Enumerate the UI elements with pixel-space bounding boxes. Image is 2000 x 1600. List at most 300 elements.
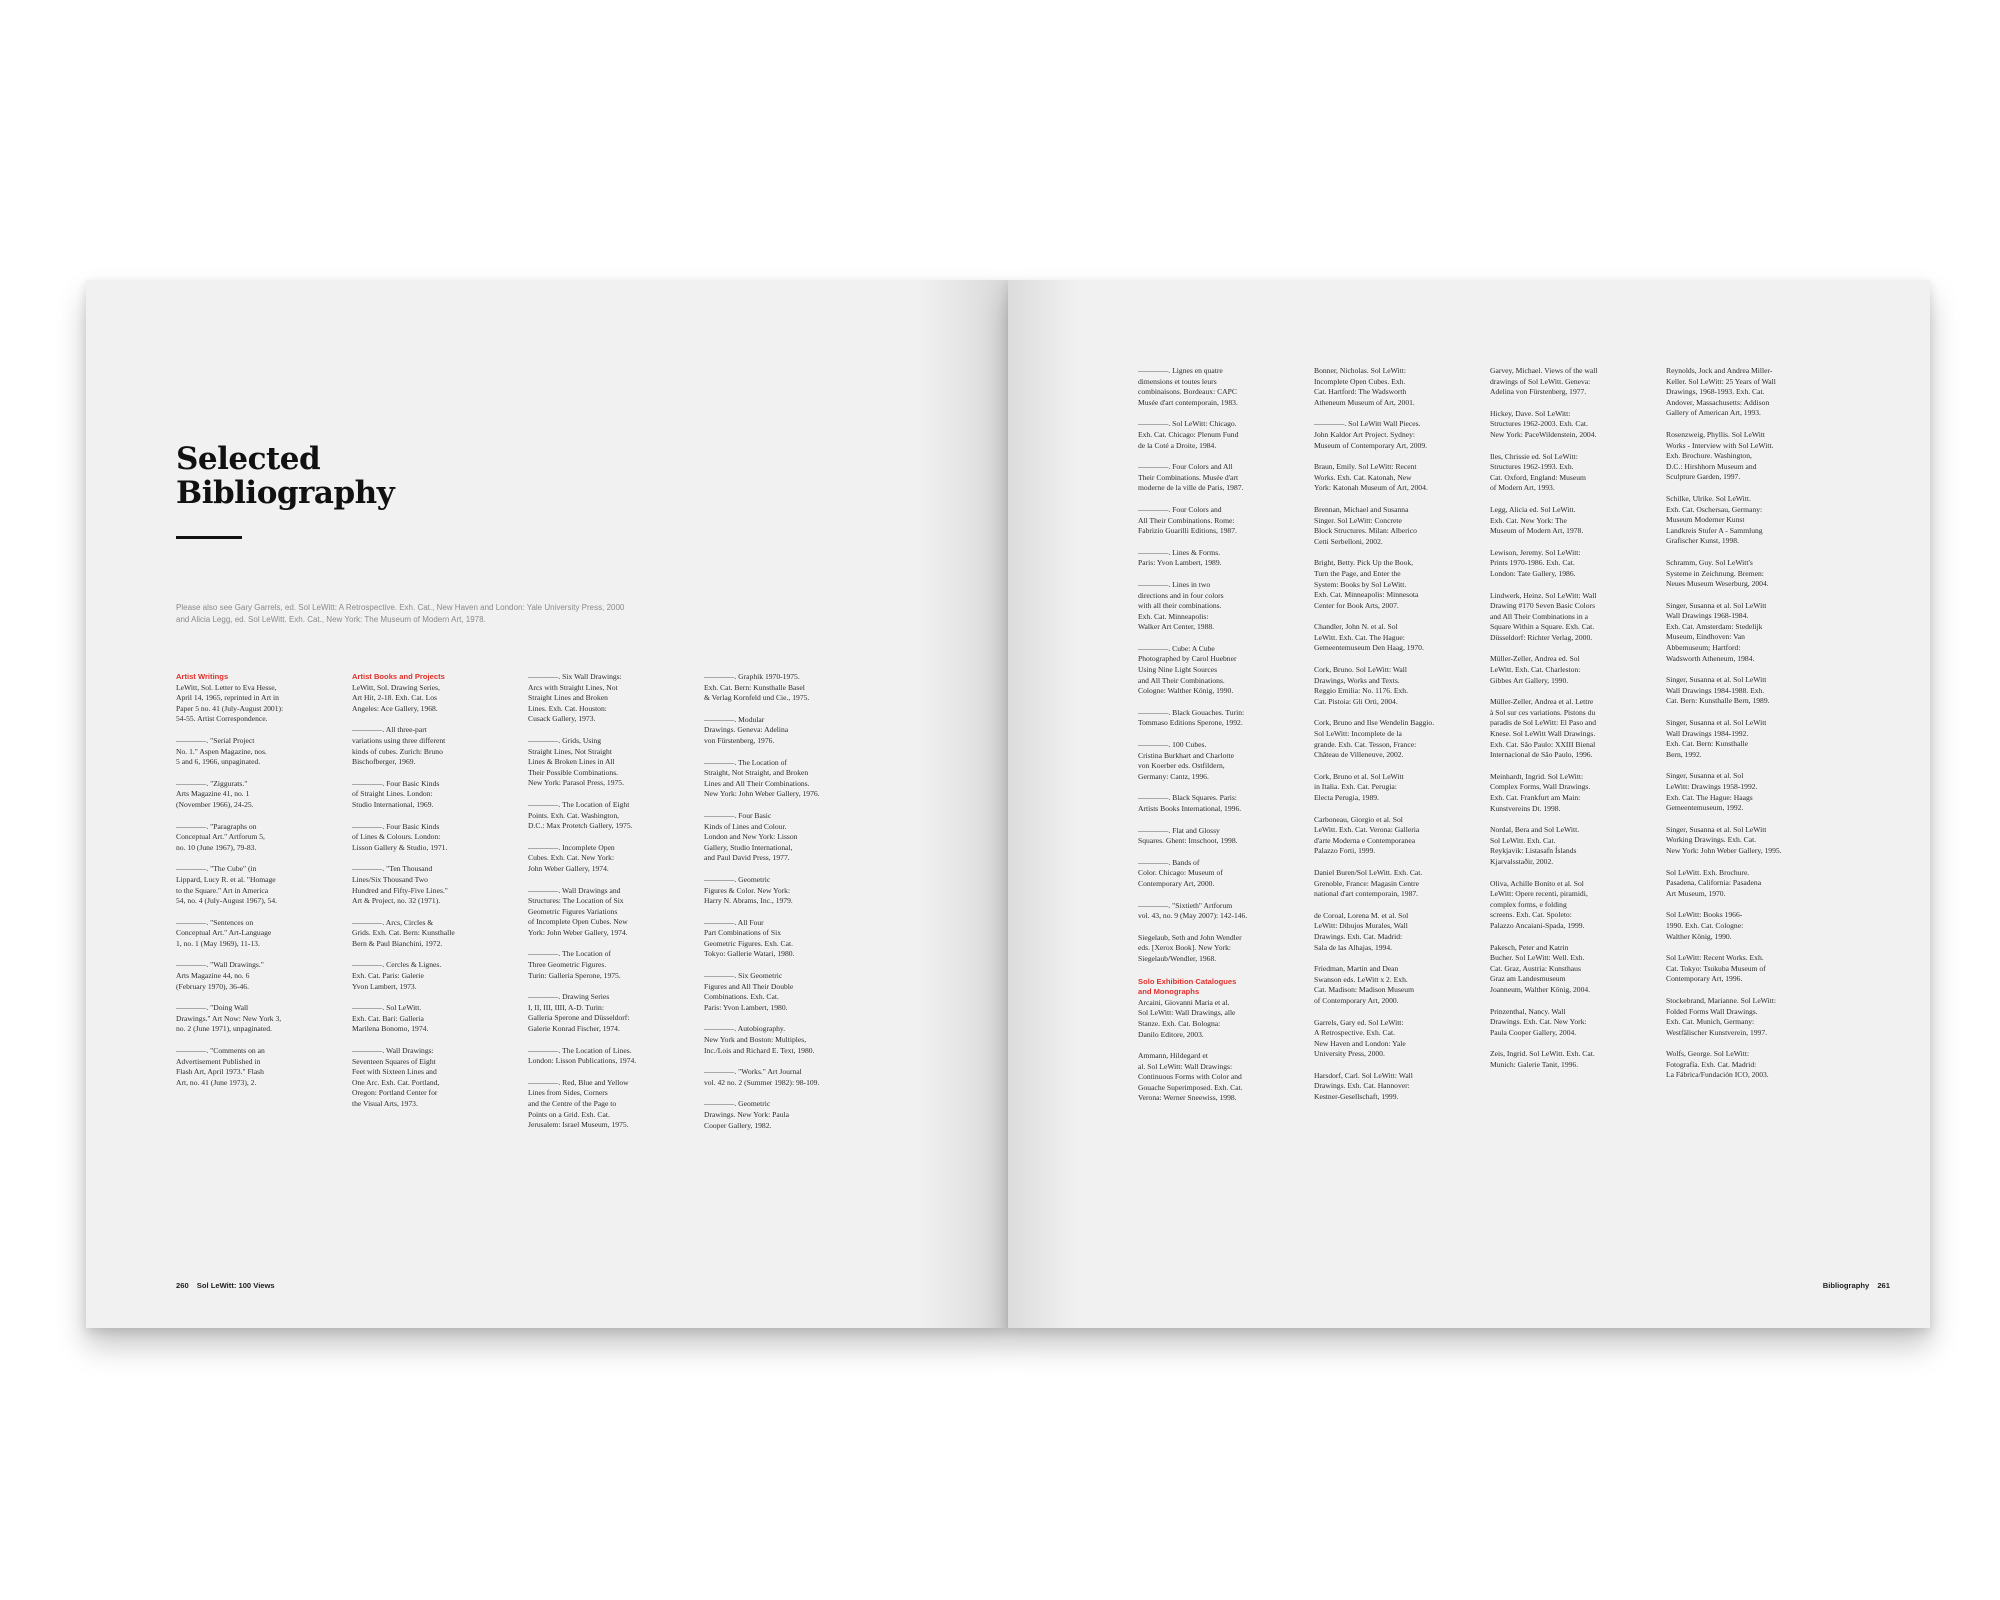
bibliography-entry [1314,868,1482,900]
entry-line: D.C.: Hirshhorn Museum and [1666,461,1757,471]
entry-line: John Kaldor Art Project. Sydney: [1314,429,1416,439]
bibliography-entry [1490,772,1658,814]
bibliography-entry [1314,505,1482,547]
bibliography-entry [1314,558,1482,611]
entry-line: Lisson Gallery & Studio, 1971. [352,842,448,852]
entry-line: Schilke, Ulrike. Sol LeWitt. [1666,493,1751,503]
entry-line: Danilo Editore, 2003. [1138,1029,1204,1039]
entry-line: ————. Bands of [1138,857,1200,867]
entry-line: Meinhardt, Ingrid. Sol LeWitt: [1490,771,1584,781]
entry-line: La Fábrica/Fundación ICO, 2003. [1666,1070,1769,1080]
entry-line: Museum of Contemporary Art, 2009. [1314,440,1428,450]
entry-line: Reykjavik: Listasafn Íslands [1490,846,1577,856]
entry-line: Singer, Susanna et al. Sol LeWitt [1666,675,1767,685]
entry-line: New York: John Weber Gallery, 1976. [704,789,820,799]
entry-line: Art, no. 41 (June 1973), 2. [176,1077,257,1087]
entry-line: ————. "Ziggurats." [176,778,248,788]
bibliography-entry [1490,505,1658,537]
bibliography-entry [352,1003,520,1035]
entry-line: von Fürstenberg, 1976. [704,735,775,745]
gutter-shadow [1008,280,1078,1328]
bibliography-entry [1666,430,1834,483]
entry-line: ————. "Doing Wall [176,1003,249,1013]
entry-line: Exh. Cat. Bern: Kunsthalle [1666,739,1749,749]
entry-line: and Paul David Press, 1977. [704,853,790,863]
entry-line: Geometric Figures. Exh. Cat. [704,938,793,948]
section-title [1138,977,1306,998]
entry-line: ————. Autobiography. [704,1024,786,1034]
section-title-line: Solo Exhibition Catalogues [1138,976,1237,986]
entry-line: Lippard, Lucy R. et al. "Homage [176,874,276,884]
entry-line: Harry N. Abrams, Inc., 1979. [704,896,793,906]
bibliography-column [1490,366,1658,1081]
entry-line: Château de Villeneuve, 2002. [1314,750,1404,760]
entry-line: ————. Drawing Series [528,992,610,1002]
entry-line: Gallery, Studio International, [704,842,793,852]
entry-line: Lindwerk, Heinz. Sol LeWitt: Wall [1490,590,1597,600]
page-number: 260 [176,1281,189,1290]
bibliography-entry [1490,654,1658,686]
entry-line: Gallery of American Art, 1993. [1666,408,1761,418]
entry-line: Siegelaub, Seth and John Wendler [1138,932,1242,942]
entry-line: Palazzo Ancaiani-Spada, 1999. [1490,920,1585,930]
entry-line: New York and Boston: Multiples, [704,1035,807,1045]
bibliography-entry [704,715,872,747]
entry-line: LeWitt: Opere recenti, piramidi, [1490,889,1588,899]
entry-line: Continuous Forms with Color and [1138,1072,1242,1082]
entry-line: Feet with Sixteen Lines and [352,1067,437,1077]
entry-line: Internacional de São Paulo, 1996. [1490,750,1593,760]
entry-line: Contemporary Art, 1996. [1666,974,1743,984]
entry-line: Exh. Cat. São Paulo: XXIII Bienal [1490,739,1596,749]
bibliography-entry [1138,462,1306,494]
entry-line: Abbemuseum; Hartford: [1666,643,1741,653]
bibliography-column [176,672,344,1099]
entry-line: Nordal, Bera and Sol LeWitt. [1490,825,1580,835]
entry-line: ————. Four Colors and [1138,504,1222,514]
entry-line: Wolfs, George. Sol LeWitt: [1666,1049,1750,1059]
entry-line: Walther König, 1990. [1666,931,1732,941]
bibliography-entry [528,1078,696,1131]
entry-line: Bonner, Nicholas. Sol LeWitt: [1314,366,1406,375]
bibliography-entry [1490,591,1658,644]
entry-line: Squares. Ghent: Imschoot, 1998. [1138,836,1238,846]
entry-line: Drawings. Exh. Cat. Madrid: [1314,931,1403,941]
bibliography-entry [1490,825,1658,867]
entry-line: Garrels, Gary ed. Sol LeWitt: [1314,1017,1404,1027]
entry-line: University Press, 2000. [1314,1049,1385,1059]
entry-line: 54, no. 4 (July-August 1967), 54. [176,896,278,906]
entry-line: Turin: Galleria Sperone, 1975. [528,970,621,980]
entry-line: ————. "Ten Thousand [352,864,433,874]
bibliography-entry [1666,1049,1834,1081]
entry-line: no. 2 (June 1971), unpaginated. [176,1024,272,1034]
bibliography-entry [176,918,344,950]
entry-line: Marilena Bonomo, 1974. [352,1024,429,1034]
entry-line: Working Drawings. Exh. Cat. [1666,835,1757,845]
bibliography-entry [1666,910,1834,942]
entry-line: Carboneau, Giorgio et al. Sol [1314,814,1403,824]
entry-line: Exh. Cat. Frankfurt am Main: [1490,793,1581,802]
entry-line: 54-55. Artist Correspondence. [176,714,268,724]
entry-line: Cooper Gallery, 1982. [704,1120,772,1130]
entry-line: vol. 42 no. 2 (Summer 1982): 98-109. [704,1077,820,1087]
entry-line: Sol LeWitt: Books 1966- [1666,910,1743,920]
entry-line: Bucher. Sol LeWitt: Well. Exh. [1490,953,1585,963]
entry-line: Drawings. New York: Paula [704,1110,790,1119]
bibliography-entry [704,1099,872,1131]
entry-line: Kunstvereins Dt. 1998. [1490,803,1561,813]
entry-line: Structures: The Location of Six [528,896,624,906]
entry-line: ————. "Sixtieth" Artforum [1138,900,1233,910]
entry-line: One Arc. Exh. Cat. Portland, [352,1077,440,1087]
bibliography-entry [1138,933,1306,965]
entry-line: & Verlag Kornfeld und Cie., 1975. [704,693,810,703]
entry-line: Museum, Eindhoven: Van [1666,632,1745,642]
entry-line: the Visual Arts, 1973. [352,1099,418,1108]
entry-line: Oregon: Portland Center for [352,1088,438,1098]
entry-line: Landkreis Stufer A - Sammlung [1666,525,1763,535]
entry-line: ————. The Location of [704,757,787,767]
bibliography-entry [1666,675,1834,707]
entry-line: Lines/Six Thousand Two [352,874,428,884]
gutter-shadow [918,280,1008,1328]
entry-line: Cusack Gallery, 1973. [528,714,596,724]
entry-line: New York: John Weber Gallery, 1995. [1666,845,1782,855]
bibliography-column [528,672,696,1142]
entry-line: national d'art contemporain, 1987. [1314,889,1419,899]
entry-line: April 14, 1965, reprinted in Art in [176,693,279,703]
entry-line: Museum Moderner Kunst [1666,515,1745,525]
entry-line: Exh. Cat. Minneapolis: Minnesota [1314,590,1419,600]
entry-line: screens. Exh. Cat. Spoleto: [1490,910,1572,920]
bibliography-entry [1314,665,1482,707]
entry-line: ————. Four Colors and All [1138,462,1233,472]
entry-line: ————. 100 Cubes. [1138,740,1207,750]
bibliography-entry [528,1046,696,1067]
entry-line: Photographed by Carol Huebner [1138,654,1237,664]
entry-line: Keller. Sol LeWitt: 25 Years of Wall [1666,376,1776,386]
entry-line: ————. Black Squares. Paris: [1138,793,1237,803]
entry-line: Grafischer Kunst, 1998. [1666,536,1739,546]
entry-line: Sol LeWitt: Incomplete de la [1314,729,1402,739]
entry-line: Verona: Werner Sneewiss, 1998. [1138,1093,1237,1103]
entry-line: Kinds of Lines and Colour. [704,821,787,831]
entry-line: Lines and All Their Combinations. [704,778,810,788]
bibliography-entry [1490,697,1658,761]
bibliography-entry [1666,953,1834,985]
entry-line: Block Structures. Milan: Alberico [1314,526,1417,536]
entry-line: Gouache Superimposed. Exh. Cat. [1138,1082,1243,1092]
entry-line: Cat. Oxford, England: Museum [1490,472,1586,482]
entry-line: LeWitt, Sol. Letter to Eva Hesse, [176,682,277,692]
bibliography-entry [1666,771,1834,813]
entry-line: ————. "Works." Art Journal [704,1067,802,1077]
entry-line: New York: Parasol Press, 1975. [528,778,624,788]
entry-line: ————. Incomplete Open [528,842,615,852]
entry-line: (November 1966), 24-25. [176,799,254,809]
entry-line: Exh. Cat. Paris: Galerie [352,971,424,981]
entry-line: Drawings. Geneva: Adelina [704,725,789,735]
entry-line: York: Katonah Museum of Art, 2004. [1314,483,1428,493]
entry-line: Drawings." Art Now: New York 3, [176,1013,282,1023]
bibliography-entry [1314,1018,1482,1060]
page-footer [176,1281,281,1290]
entry-line: Cetti Serbelloni, 2002. [1314,536,1383,546]
entry-line: to the Square." Art in America [176,885,269,895]
bibliography-entry [1666,558,1834,590]
entry-line: Works. Exh. Cat. Katonah, New [1314,472,1412,482]
bibliography-entry [1314,772,1482,804]
bibliography-entry [528,992,696,1034]
entry-line: Prints 1970-1986. Exh. Cat. [1490,558,1575,568]
entry-line: Müller-Zeller, Andrea ed. Sol [1490,654,1580,664]
entry-line: Sol LeWitt. Exh. Brochure. [1666,867,1750,877]
bibliography-entry [1138,366,1306,408]
entry-line: Sol LeWitt. Exh. Cat. [1490,835,1556,845]
entry-line: Reggio Emilia: No. 1176. Exh. [1314,686,1408,696]
entry-line: Adelina von Fürstenberg, 1977. [1490,387,1587,397]
entry-line: Fotografía. Exh. Cat. Madrid: [1666,1059,1757,1069]
entry-line: ————. Red, Blue and Yellow [528,1077,629,1087]
bibliography-column [1314,366,1482,1114]
entry-line: ————. "Paragraphs on [176,821,257,831]
bibliography-column [704,672,872,1142]
entry-line: of Incomplete Open Cubes. New [528,917,628,927]
entry-line: (February 1970), 36-46. [176,981,249,991]
entry-line: ————. "Sentences on [176,917,254,927]
entry-line: Chandler, John N. et al. Sol [1314,622,1398,632]
bibliography-entry [704,672,872,704]
page-footer [1823,1281,1896,1290]
bibliography-entry [528,800,696,832]
entry-line: Grids. Exh. Cat. Bern: Kunsthalle [352,928,455,938]
bibliography-entry [704,1024,872,1056]
entry-line: Gemeentemuseum Den Haag, 1970. [1314,643,1424,653]
entry-line: Fabrizio Guarilli Editions, 1987. [1138,526,1237,536]
entry-line: Flash Art, April 1973." Flash [176,1067,264,1077]
entry-line: Bischofberger, 1969. [352,757,416,767]
entry-line: ————. Geometric [704,1099,771,1109]
entry-line: Paris: Yvon Lambert, 1980. [704,1002,788,1012]
running-title: Bibliography [1822,1281,1870,1290]
entry-line: Friedman, Martin and Dean [1314,964,1399,974]
bibliography-entry [1490,943,1658,996]
entry-line: London and New York: Lisson [704,832,798,842]
entry-line: Wall Drawings 1968-1984. [1666,611,1749,621]
entry-line: Part Combinations of Six [704,928,781,938]
entry-line: Hickey, Dave. Sol LeWitt: [1490,408,1571,418]
entry-line: combinaisons. Bordeaux: CAPC [1138,387,1237,397]
entry-line: Sol LeWitt: Recent Works. Exh. [1666,953,1764,963]
entry-line: of Lines & Colours. London: [352,832,441,842]
entry-line: Works - Interview with Sol LeWitt. [1666,440,1774,450]
entry-line: Grenoble, France: Magasin Centre [1314,878,1420,888]
entry-line: London: Tate Gallery, 1986. [1490,568,1576,578]
entry-line: Munich: Galerie Tanit, 1996. [1490,1059,1579,1069]
entry-line: ————. "Comments on an [176,1046,265,1056]
bibliography-entry [704,758,872,800]
entry-line: Cubes. Exh. Cat. New York: [528,853,615,863]
entry-line: Gibbes Art Gallery, 1990. [1490,675,1569,685]
entry-line: Points on a Grid. Exh. Cat. [528,1109,610,1119]
entry-line: complex forms, e folding [1490,899,1567,909]
bibliography-column [1138,366,1306,1115]
entry-line: d'arte Moderna e Contemporanea [1314,835,1416,845]
entry-line: Arcs with Straight Lines, Not [528,682,618,692]
entry-line: ————. Graphik 1970-1975. [704,672,800,681]
entry-line: grande. Exh. Cat. Tesson, France: [1314,739,1417,749]
entry-line: vol. 43, no. 9 (May 2007): 142-146. [1138,911,1248,921]
entry-line: Palazzo Forti, 1999. [1314,846,1376,856]
entry-line: Exh. Cat. Minneapolis: [1138,611,1209,621]
entry-line: 5 and 6, 1966, unpaginated. [176,757,261,767]
entry-line: 1, no. 1 (May 1969), 11-13. [176,938,260,948]
entry-line: Hundred and Fifty-Five Lines." [352,885,448,895]
entry-line: Exh. Cat. Amsterdam: Stedelijk [1666,621,1763,631]
entry-line: 1990. Exh. Cat. Cologne: [1666,920,1744,930]
entry-line: ————. Wall Drawings: [352,1046,434,1056]
entry-line: Legg, Alicia ed. Sol LeWitt. [1490,504,1576,514]
entry-line: Cat. Graz, Austria: Kunsthaus [1490,963,1581,973]
bibliography-entry [1138,740,1306,782]
bibliography-entry [1666,718,1834,760]
entry-line: Joanneum, Walther König, 2004. [1490,984,1591,994]
entry-line: Conceptual Art." Art-Language [176,928,272,938]
entry-line: Düsseldorf: Richter Verlag, 2000. [1490,632,1593,642]
bibliography-entry [1138,644,1306,697]
bibliography-entry [176,864,344,906]
entry-line: Drawings, Works and Texts. [1314,675,1400,685]
entry-line: ————. Arcs, Circles & [352,917,434,927]
entry-line: Drawings, 1968-1993. Exh. Cat. [1666,387,1765,397]
entry-line: with all their combinations. [1138,601,1222,611]
entry-line: Neues Museum Weserburg, 2004. [1666,579,1769,589]
entry-line: LeWitt: Drawings 1958-1992. [1666,782,1758,791]
entry-line: Incomplete Open Cubes. Exh. [1314,376,1406,386]
bibliography-entry [1314,462,1482,494]
entry-line: Exh. Cat. Munich, Germany: [1666,1017,1755,1027]
entry-line: Their Possible Combinations. [528,767,619,777]
bibliography-entry [1490,879,1658,932]
entry-line: Structures 1962-2003. Exh. Cat. [1490,419,1588,429]
entry-line: Exh. Cat. The Hague: Haags [1666,792,1753,802]
bibliography-column [352,672,520,1121]
entry-line: Lines from Sides, Corners [528,1088,608,1098]
entry-line: Walker Art Center, 1988. [1138,622,1215,632]
bibliography-entry [1314,964,1482,1006]
entry-line: Figures & Color. New York: [704,885,791,895]
bibliography-entry [1490,409,1658,441]
bibliography-entry [1490,1049,1658,1070]
entry-line: Paper 5 no. 41 (July-August 2001): [176,703,284,713]
entry-line: Folded Forms Wall Drawings. [1666,1006,1758,1016]
entry-line: Straight Lines and Broken [528,693,608,703]
entry-line: Geometric Figures Variations [528,906,618,916]
entry-line: Müller-Zeller, Andrea et al. Lettre [1490,697,1594,707]
entry-line: ————. All Four [704,917,764,927]
entry-line: Straight, Not Straight, and Broken [704,768,809,778]
bibliography-entry [176,779,344,811]
bibliography-entry [1314,911,1482,953]
entry-line: Wadsworth Atheneum, 1984. [1666,653,1755,663]
entry-line: ————. Modular [704,714,765,724]
entry-line: Contemporary Art, 2000. [1138,878,1215,888]
entry-line: No. 1." Aspen Magazine, nos. [176,746,267,756]
entry-line: ————. The Location of Lines. [528,1045,632,1055]
entry-line: Braun, Emily. Sol LeWitt: Recent [1314,462,1417,472]
entry-line: Exh. Cat. New York: The [1490,515,1567,525]
entry-line: Drawings. Exh. Cat. Hannover: [1314,1081,1410,1091]
entry-line: Bright, Betty. Pick Up the Book, [1314,558,1414,568]
entry-line: ————. All three-part [352,725,427,735]
entry-line: Sculpture Garden, 1997. [1666,472,1741,482]
entry-line: Cologne: Walther König, 1990. [1138,686,1234,696]
bibliography-entry [352,683,520,715]
bibliography-entry [176,736,344,768]
bibliography-column [1666,366,1834,1092]
entry-line: Schramm, Guy. Sol LeWitt's [1666,557,1753,567]
entry-line: Musée d'art contemporain, 1983. [1138,397,1238,407]
entry-line: of Modern Art, 1993. [1490,483,1555,493]
entry-line: Arcaini, Giovanni Maria et al. [1138,997,1230,1007]
bibliography-entry [704,918,872,960]
entry-line: LeWitt. Exh. Cat. Verona: Galleria [1314,825,1420,835]
entry-line: paradis de Sol LeWitt: El Paso and [1490,718,1596,728]
entry-line: Kestner-Gesellschaft, 1999. [1314,1092,1399,1102]
entry-line: System: Books by Sol LeWitt. [1314,579,1407,589]
bibliography-entry [1138,580,1306,633]
bibliography-entry [1666,868,1834,900]
entry-line: Cork, Bruno et al. Sol LeWitt [1314,771,1404,781]
entry-line: von Koerber eds. Ostfildern, [1138,761,1225,771]
section-title-line: and Monographs [1138,987,1200,997]
entry-line: ————. Black Gouaches. Turin: [1138,707,1245,717]
entry-line: All Their Combinations. Rome: [1138,515,1235,525]
bibliography-entry [352,918,520,950]
intro-line: and Alicia Legg, ed. Sol LeWitt. Exh. Cat., New York: The Museum of Modern Art, 1978. [176,615,486,624]
entry-line: I, II, III, IIII, A-D. Turin: [528,1002,604,1012]
entry-line: Arts Magazine 44, no. 6 [176,971,250,981]
entry-line: Artists Books International, 1996. [1138,804,1242,813]
entry-line: in Italia. Exh. Cat. Perugia: [1314,782,1397,792]
entry-line: Angeles: Ace Gallery, 1968. [352,703,438,713]
section-title: Artist Writings [176,672,229,681]
entry-line: Knese. Sol LeWitt Wall Drawings. [1490,729,1596,739]
running-title: Sol LeWitt: 100 Views [196,1281,275,1290]
page-title-line-1: Selected [176,441,321,477]
bibliography-entry [176,960,344,992]
entry-line: Yvon Lambert, 1973. [352,981,417,991]
bibliography-entry [1314,1071,1482,1103]
entry-line: Singer, Susanna et al. Sol LeWitt [1666,824,1767,834]
entry-line: ————. Lignes en quatre [1138,366,1223,375]
entry-line: Exh. Cat. Bern: Kunsthalle Basel [704,682,805,692]
entry-line: Arts Magazine 41, no. 1 [176,789,250,799]
entry-line: Rosenzweig, Phyllis. Sol LeWitt [1666,429,1766,439]
bibliography-entry [1666,996,1834,1038]
page-title-line-2: Bibliography [176,475,395,511]
bibliography-entry [1666,366,1834,419]
right-page [1008,280,1930,1328]
entry-line: al. Sol LeWitt: Wall Drawings: [1138,1061,1233,1071]
entry-line: Bern, 1992. [1666,749,1702,759]
bibliography-entry [1314,366,1482,408]
entry-line: Using Nine Light Sources [1138,665,1218,675]
entry-line: New Haven and London: Yale [1314,1038,1406,1048]
bibliography-entry [1138,826,1306,847]
bibliography-entry [352,960,520,992]
